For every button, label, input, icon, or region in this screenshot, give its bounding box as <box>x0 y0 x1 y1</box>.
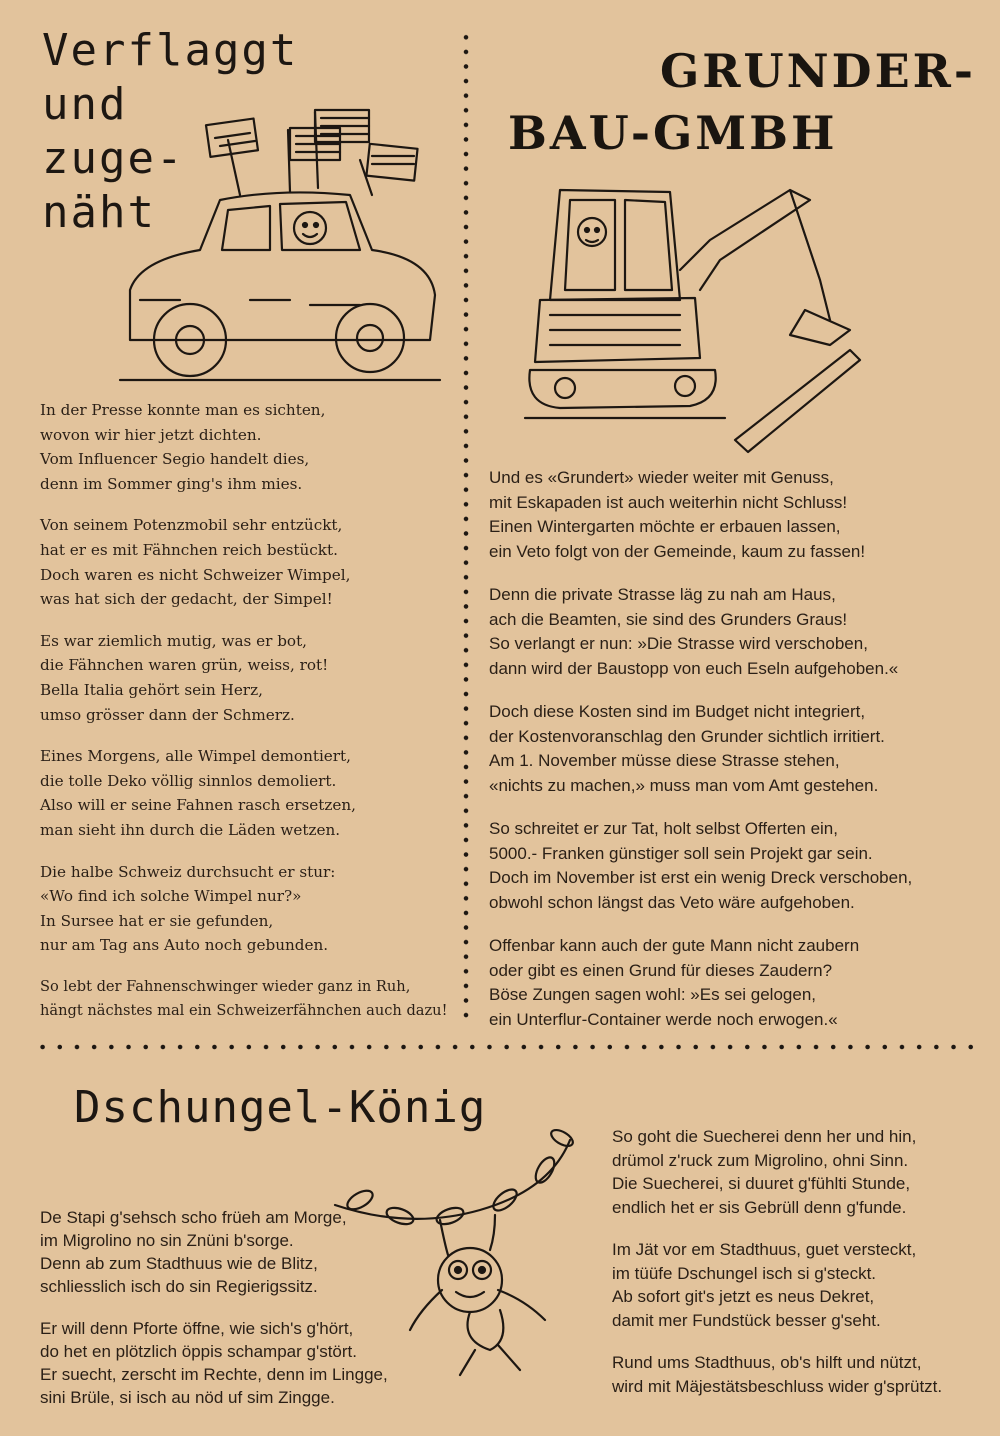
stanza <box>489 700 989 798</box>
section1-title-line: Verflaggt <box>42 25 299 76</box>
section2-title <box>508 40 988 164</box>
poem-line: De Stapi g'sehsch scho früeh am Morge, <box>40 1208 347 1227</box>
stanza <box>40 629 460 727</box>
poem-line: schliesslich isch do sin Regierigssitz. <box>40 1277 318 1296</box>
stanza <box>612 1351 992 1398</box>
stanza <box>489 583 989 681</box>
section1-title-line: näht <box>42 187 156 238</box>
poem-line: Bella Italia gehört sein Herz, <box>40 680 263 699</box>
section2-title-line: BAU-GMBH <box>508 106 838 160</box>
poem-line: hat er es mit Fähnchen reich bestückt. <box>40 540 338 559</box>
stanza <box>489 817 989 915</box>
poem-line: was hat sich der gedacht, der Simpel! <box>40 590 333 609</box>
section3-poem-right <box>612 1125 992 1417</box>
stanza <box>40 513 460 611</box>
poem-line: die Fähnchen waren grün, weiss, rot! <box>40 656 329 675</box>
stanza <box>489 934 989 1032</box>
poem-line: oder gibt es einen Grund für dieses Zaudern? <box>489 960 833 980</box>
poem-line: wovon wir hier jetzt dichten. <box>40 425 262 444</box>
poem-line: Doch waren es nicht Schweizer Wimpel, <box>40 565 351 584</box>
poem-line: dann wird der Baustopp von euch Eseln aufgehoben.« <box>489 658 899 678</box>
poem-line: Er suecht, zerscht im Rechte, denn im Lingge, <box>40 1365 388 1384</box>
poem-line: Also will er seine Fahnen rasch ersetzen, <box>40 796 356 815</box>
poem-line: sini Brüle, si isch au nöd uf sim Zingge. <box>40 1388 335 1407</box>
poem-line: damit mer Fundstück besser g'seht. <box>612 1310 881 1330</box>
poem-line: man sieht ihn durch die Läden wetzen. <box>40 820 341 839</box>
stanza <box>40 744 460 842</box>
section2-title-line: GRUNDER- <box>660 44 976 98</box>
poem-line: Und es «Grundert» wieder weiter mit Genuss, <box>489 468 834 487</box>
stanza <box>40 398 460 496</box>
poem-line: Doch diese Kosten sind im Budget nicht integriert, <box>489 702 866 721</box>
stanza <box>40 1206 440 1298</box>
poem-line: wird mit Mäjestätsbeschluss wider g'sprützt. <box>612 1376 943 1396</box>
poem-line: Denn ab zum Stadthuus wie de Blitz, <box>40 1254 318 1273</box>
poem-line: endlich het er sis Gebrüll denn g'funde. <box>612 1197 907 1217</box>
poem-line: obwohl schon längst das Veto wäre aufgehoben. <box>489 892 855 912</box>
poem-line: Es war ziemlich mutig, was er bot, <box>40 631 307 650</box>
poem-line: ach die Beamten, sie sind des Grunders Graus! <box>489 609 848 629</box>
poem-line: So goht die Suecherei denn her und hin, <box>612 1127 917 1146</box>
poem-line: Die halbe Schweiz durchsucht er stur: <box>40 862 336 881</box>
poem-line: Am 1. November müsse diese Strasse stehen, <box>489 751 840 770</box>
poem-line: In Sursee hat er sie gefunden, <box>40 911 274 930</box>
poem-line: Böse Zungen sagen wohl: »Es sei gelogen, <box>489 985 817 1004</box>
poem-line: Im Jät vor em Stadthuus, guet versteckt, <box>612 1240 917 1259</box>
poem-line: do het en plötzlich öppis schampar g'stört. <box>40 1342 357 1361</box>
poem-line: So lebt der Fahnenschwinger wieder ganz in Ruh, <box>40 977 411 995</box>
section1-poem <box>40 398 460 1041</box>
poem-line: umso grösser dann der Schmerz. <box>40 705 295 724</box>
poem-line: 5000.- Franken günstiger soll sein Projekt gar sein. <box>489 843 873 863</box>
poem-line: der Kostenvoranschlag den Grunder sichtlich irritiert. <box>489 726 885 746</box>
poem-line: «nichts zu machen,» muss man vom Amt gestehen. <box>489 775 879 795</box>
section3-poem-left <box>40 1206 440 1428</box>
poem-line: Offenbar kann auch der gute Mann nicht zaubern <box>489 936 860 955</box>
poem-line: Doch im November ist erst ein wenig Dreck verschoben, <box>489 868 913 887</box>
poem-line: nur am Tag ans Auto noch gebunden. <box>40 936 329 955</box>
stanza <box>40 975 460 1024</box>
poem-line: Einen Wintergarten möchte er erbauen lassen, <box>489 517 841 536</box>
poem-line: die tolle Deko völlig sinnlos demoliert. <box>40 771 337 790</box>
poem-line: So schreitet er zur Tat, holt selbst Offerten ein, <box>489 819 838 838</box>
car-with-flags-illustration <box>110 100 450 390</box>
stanza <box>40 860 460 958</box>
poem-line: ein Veto folgt von der Gemeinde, kaum zu fassen! <box>489 541 866 561</box>
poem-line: Er will denn Pforte öffne, wie sich's g'hört, <box>40 1319 354 1338</box>
stanza <box>489 466 989 564</box>
poem-line: hängt nächstes mal ein Schweizerfähnchen auch dazu! <box>40 1002 448 1020</box>
stanza <box>612 1238 992 1332</box>
section2-poem <box>489 466 989 1051</box>
poem-line: im tüüfe Dschungel isch si g'steckt. <box>612 1263 877 1283</box>
poem-line: im Migrolino no sin Znüni b'sorge. <box>40 1231 294 1250</box>
poem-line: Ab sofort git's jetzt es neus Dekret, <box>612 1287 875 1306</box>
section1-title-line: zuge- <box>42 133 185 184</box>
poem-line: Rund ums Stadthuus, ob's hilft und nützt, <box>612 1353 922 1372</box>
poem-line: «Wo find ich solche Wimpel nur?» <box>40 887 302 906</box>
vertical-dotted-divider <box>463 30 469 1020</box>
poem-line: denn im Sommer ging's ihm mies. <box>40 474 303 493</box>
poem-line: Von seinem Potenzmobil sehr entzückt, <box>40 516 343 535</box>
section3-title: Dschungel-König <box>74 1082 487 1133</box>
poem-line: Vom Influencer Segio handelt dies, <box>40 450 310 469</box>
poem-line: Die Suecherei, si duuret g'fühlti Stunde, <box>612 1174 911 1193</box>
poem-line: mit Eskapaden ist auch weiterhin nicht Schluss! <box>489 492 848 512</box>
poem-line: drümol z'ruck zum Migrolino, ohni Sinn. <box>612 1150 909 1170</box>
stanza <box>40 1317 440 1409</box>
poem-line: Denn die private Strasse läg zu nah am Haus, <box>489 585 836 604</box>
section1-title-line: und <box>42 79 128 130</box>
stanza <box>612 1125 992 1219</box>
poem-line: In der Presse konnte man es sichten, <box>40 401 326 419</box>
poem-line: So verlangt er nun: »Die Strasse wird verschoben, <box>489 634 868 653</box>
poem-line: Eines Morgens, alle Wimpel demontiert, <box>40 747 351 766</box>
excavator-illustration <box>520 180 870 460</box>
poem-line: ein Unterflur-Container werde noch erwogen.« <box>489 1009 838 1029</box>
